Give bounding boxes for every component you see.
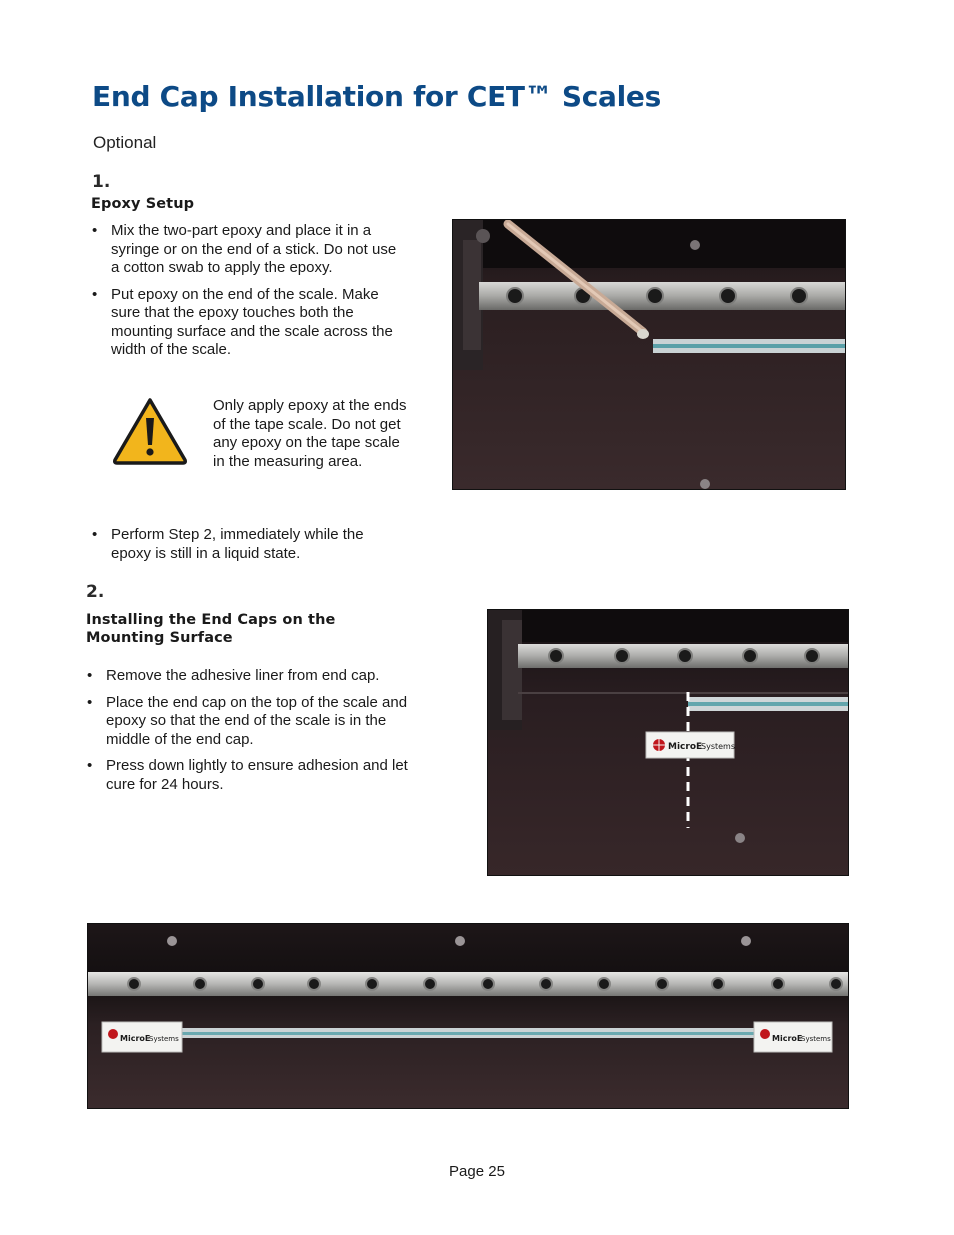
step2-heading-line1: Installing the End Caps on the (86, 612, 336, 628)
step2-heading (86, 611, 335, 647)
endcap-brand-text: MicroE (668, 742, 703, 752)
step2-number: 2. (86, 582, 105, 602)
list-item-text: Put epoxy on the end of the scale. Make sure that the epoxy touches both the mounting surface and the scale across the width of the scale. (111, 285, 393, 358)
step1-heading: Epoxy Setup (91, 196, 195, 212)
endcap-label-right (754, 1022, 832, 1052)
step2-bullet-list (86, 667, 426, 802)
list-item (86, 757, 426, 794)
page-subtitle: Optional (93, 133, 157, 152)
list-item-text: Press down lightly to ensure adhesion and let cure for 24 hours. (106, 757, 408, 793)
list-item (86, 667, 426, 686)
warning-icon (111, 396, 189, 466)
bullet-glyph: • (92, 222, 98, 239)
warning-text: Only apply epoxy at the ends of the tape scale. Do not get any epoxy on the tape scale in the measuring area. (213, 397, 407, 470)
endcap-word-text: Systems (701, 742, 735, 751)
list-item-text: Remove the adhesive liner from end cap. (106, 667, 380, 684)
list-item-text: Mix the two-part epoxy and place it in a syringe or on the end of a stick. Do not use a cotton swab to apply the epoxy. (111, 222, 397, 276)
step1-after-list (91, 526, 401, 571)
endcap-label (646, 732, 735, 758)
list-item-text: Place the end cap on the top of the scale and epoxy so that the end of the scale is in the middle of the end cap. (106, 693, 408, 748)
endcap-word-text: Systems (801, 1035, 831, 1043)
list-item-text: Perform Step 2, immediately while the epoxy is still in a liquid state. (111, 526, 364, 562)
page-title: End Cap Installation for CET™ Scales (92, 80, 661, 113)
bullet-glyph: • (87, 693, 93, 711)
photo-epoxy-application (452, 219, 846, 490)
step1-number: 1. (92, 172, 111, 192)
bullet-glyph: • (87, 757, 93, 774)
step1-bullet-list (91, 222, 401, 368)
photo-endcap-placement (487, 609, 849, 876)
page-number: Page 25 (449, 1163, 505, 1180)
bullet-glyph: • (92, 526, 98, 543)
list-item (91, 222, 401, 278)
list-item (91, 526, 401, 563)
endcap-word-text: Systems (149, 1035, 179, 1043)
photo-installed-endcaps (87, 923, 849, 1109)
list-item (91, 286, 401, 360)
bullet-glyph: • (87, 667, 93, 684)
bullet-glyph: • (92, 285, 98, 303)
endcap-brand-text: MicroE (772, 1034, 803, 1043)
list-item (86, 694, 426, 750)
endcap-label-left (102, 1022, 182, 1052)
endcap-brand-text: MicroE (120, 1034, 151, 1043)
step2-heading-line2: Mounting Surface (86, 630, 233, 646)
